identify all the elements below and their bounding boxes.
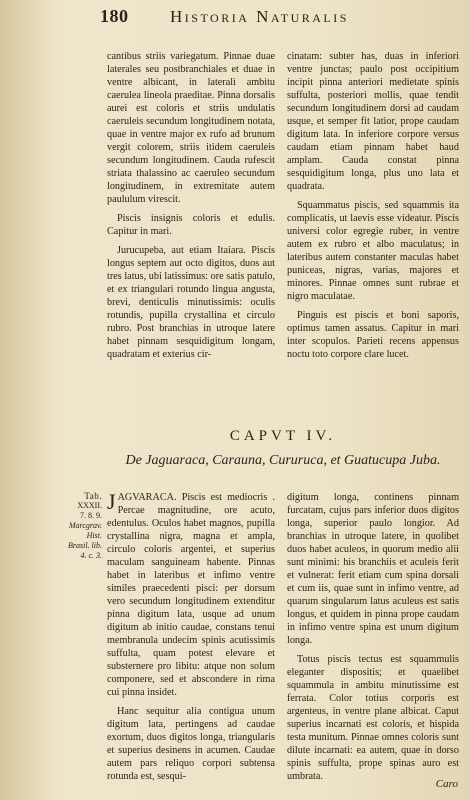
margin-tab-number: XXXII. <box>77 501 102 510</box>
paragraph: Squammatus piscis, sed squammis ita complicatis, ut laevis esse videatur. Piscis universi color egregie ruber, in ventre autem ex rubro et albo maculatus; in lateribus autem constanter maculas habet puniceas, nigras, varias, majores et minores. Pinnae omnes sunt rubrae et nigro maculatae. <box>287 200 459 302</box>
margin-tab: Tab. <box>84 491 102 501</box>
margin-figures: 7. 8. 9. <box>80 511 102 520</box>
margin-note <box>66 491 102 561</box>
paragraph: Piscis insignis coloris et edulis. Capitur in mari. <box>107 213 275 237</box>
chapter-title: De Jaguaraca, Carauna, Cururuca, et Guatucupa Juba. <box>125 453 441 468</box>
page-header <box>100 6 460 32</box>
catchword: Caro <box>435 778 458 790</box>
paragraph-with-dropcap <box>107 491 275 699</box>
left-column-top <box>107 50 275 367</box>
chapter-heading: CAPVT IV. <box>229 428 337 444</box>
drop-cap: J <box>107 489 116 514</box>
right-column-bottom <box>287 491 459 789</box>
left-column-bottom <box>107 491 275 789</box>
running-title: Historia Naturalis <box>170 7 349 26</box>
paragraph: Hanc sequitur alia contigua unum digitum lata, pertingens ad caudae exortum, duos digitos longa, triangularis et superius desinens in acumen. Caudae autem pars reliquo corpori subtensa rotunda est, sesqui- <box>107 706 275 782</box>
paragraph: Pinguis est piscis et boni saporis, optimus tamen assatus. Capitur in mari inter scopulos. Parieti recens appensus noctu toto corpore clare lucet. <box>287 310 459 360</box>
paragraph: Jurucupeba, aut etiam Itaiara. Piscis longus septem aut octo digitos, duos aut tres latus, ubi latissimus: ore satis patulo, et ex triangulari rotundo lingua angusta, brevi, denticulis minutissimis: oculis rotundis, pupilla crystallina et circulo rubro. Post branchias in utroque latere habet pinnam sesquidigitum longam, quadratam et exterius cir- <box>107 245 275 360</box>
paragraph-text: AGVARACA. Piscis est mediocris . Percae magnitudine, ore acuto, edentulus. Oculos habet magnos, pupilla crystallina nigra, magna et ampla, circulo coloris argentei, et superius maculam sanguineam habente. Pinnas habet in lateribus et infimo ventre similes praecedenti pisci: per dorsum vero secundum longitudinem extenditur pinna digitum lata, usque ad unum digitum ab initio caudae, constans tenui membranula undecim spinis acutissimis suffulta, quam potest elevare et substernere pro libitu: atque non solum componere, sed et abscondere in rima cui pinna insidet. <box>107 492 275 698</box>
paragraph: Totus piscis tectus est squammulis eleganter dispositis; et quaelibet squammula in ambitu minutissime est ferrata. Color totius corporis est argenteus, in ventre plane albicat. Caput superius incarnati est coloris, et hispida testa munitum. Pinnae omnes coloris sunt dilute incarnati: ea autem, quae in dorso spinis suffulta, prope spinas auro est umbrata. <box>287 654 459 782</box>
page-number: 180 <box>100 6 129 26</box>
paragraph: digitum longa, continens pinnam furcatam, cujus pars inferior duos digitos longa, superior paulo longior. Ad branchias in utroque latere, in quolibet duos habet aculeos, in quorum medio alii sunt minimi: his branchiis et aculeis ferit et vulnerat: ferit etiam cum spina dorsali et cum iis, quae sunt in infimo ventre, ad quarum singularum latus aculeus est satis longus, et quidem in pinna prope caudam in infimo ventre spina est unum digitum longa. <box>287 492 459 646</box>
paragraph: cantibus striis variegatum. Pinnae duae laterales seu postbranchiales et duae in ventre albicant, in laterali ambitu caerulea lineola praeditae. Pinna dorsalis aurei est coloris et striis undulatis caeruleis secundum longitudinem notata, quae in ventre major ex rufo ad brunum vergit colorem, striis itidem caeruleis secundum longitudinem. Cauda rufescit striata thalassino ac caeruleo secundum longitudinem, in extremitate autem paululum virescit. <box>107 51 275 205</box>
right-column-top <box>287 50 459 367</box>
paragraph: cinatam: subter has, duas in inferiori ventre junctas; paulo post occipitium incipit pinna anteriori medietate spinis suffulta, posteriori mollis, quae tendit secundum longitudinem dorsi ad caudam usque, et semper fit latior, prope caudam digitum lata. In inferiore corpore versus caudam etiam pinnam habet haud amplam. Cauda constat pinna sesquidigitum longa, plus uno lata et quadrata. <box>287 51 459 192</box>
margin-reference: Marcgrav. Hist. Brasil. lib. 4. c. 3. <box>67 521 102 560</box>
spine-shadow <box>0 0 60 800</box>
